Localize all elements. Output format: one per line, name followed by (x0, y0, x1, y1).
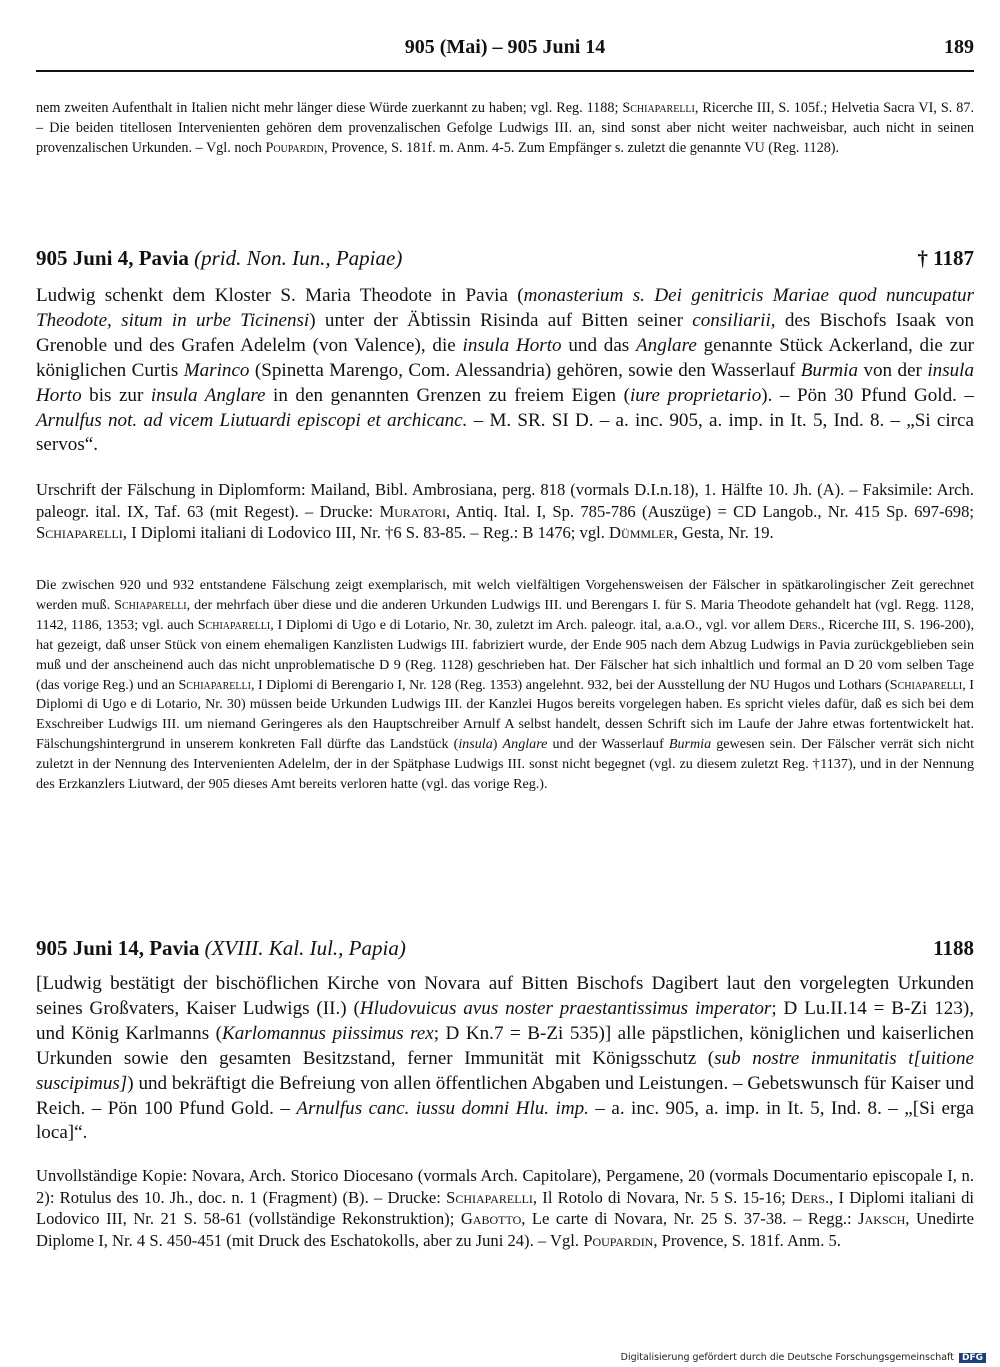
regest-1187-heading (36, 246, 974, 276)
regest-latin-date: (prid. Non. Iun., Papiae) (194, 246, 403, 270)
regest-1188-text: [Ludwig bestätigt der bischöflichen Kirche von Novara auf Bitten Bischofs Dagibert laut den vorgelegten Urkunden seines Großvaters, Kaiser Ludwigs (II.) (Hludovuicus avus noster praestantissimus imperator; D Lu.II.14 = B-Zi 123), und König Karlmanns (Karlomannus piissimus rex; D Kn.7 = B-Zi 535)] alle päpstlichen, königlichen und kaiserlichen Urkunden sowie den gesamten Besitzstand, ferner Immunität mit Königsschutz (sub nostre inmunitatis t[uitione suscipimus]) und bekräftigt die Befreiung von allen öffentlichen Abgaben und Leistungen. – Gebetswunsch für Kaiser und Reich. – Pön 100 Pfund Gold. – Arnulfus canc. iussu domni Hlu. imp. – a. inc. 905, a. imp. in It. 5, Ind. 8. – „[Si erga loca]“. (36, 973, 975, 1144)
regest-latin-date: (XVIII. Kal. Iul., Papia) (204, 936, 406, 960)
funding-footer (621, 1352, 986, 1363)
regest-number: † 1187 (917, 246, 974, 270)
regest-date: 905 Juni 14, Pavia (36, 936, 200, 960)
regest-1188-tradition: Unvollständige Kopie: Novara, Arch. Storico Diocesano (vormals Arch. Capitolare), Pergamene, 20 (vormals Documentario episcopale I, n. 2): Rotulus des 10. Jh., doc. n. 1 (Fragment) (B). – Drucke: Schiaparelli, Il Rotolo di Novara, Nr. 5 S. 15-16; Ders., I Diplomi italiani di Lodovico III, Nr. 21 S. 58-61 (vollständige Rekonstruktion); Gabotto, Le carte di Novara, Nr. 25 S. 37-38. – Regg.: Jaksch, Unedirte Diplome I, Nr. 4 S. 450-451 (mit Druck des Eschatokolls, aber zu Juni 24). – Vgl. Poupardin, Provence, S. 181f. Anm. 5. (36, 1166, 974, 1250)
regest-1188-heading (36, 936, 974, 966)
regest-date: 905 Juni 4, Pavia (36, 246, 189, 270)
regest-number: 1188 (933, 936, 974, 960)
regest-1187-commentary: Die zwischen 920 und 932 entstandene Fälschung zeigt exemplarisch, mit welch vielfältigen Vorgehensweisen der Fälscher in spätkarolingischer Zeit gerechnet werden muß. Schiaparelli, der mehrfach über diese und die anderen Urkunden Ludwigs III. und Berengars I. für S. Maria Theodote gehandelt hat (vgl. Regg. 1128, 1142, 1186, 1353; vgl. auch Schiaparelli, I Diplomi di Ugo e di Lotario, Nr. 30, zuletzt im Arch. paleogr. ital, a.a.O., vgl. vor allem Ders., Ricerche III, S. 196-200), hat gezeigt, daß unser Stück von einem ehemaligen Kanzlisten Ludwigs III. fabriziert wurde, der Ende 905 nach dem Abzug Ludwigs in Pavia zurückgeblieben sein muß und der anscheinend auch das nicht unproblematische D 9 (Reg. 1128) geschrieben hat. Der Fälscher hat sich inhaltlich und formal an D 20 vom selben Tage (das vorige Reg.) und an Schiaparelli, I Diplomi di Berengario I, Nr. 128 (Reg. 1353) angelehnt. 932, bei der Ausstellung der NU Hugos und Lothars (Schiaparelli, I Diplomi di Ugo e di Lotario, Nr. 30) müssen beide Urkunden Ludwigs III. der Kanzlei Hugos bereits vorgelegen haben. Es spricht vieles dafür, daß es sich bei dem Exschreiber Ludwigs III. um niemand Geringeres als den Hauptschreiber Arnulf A selbst handelt, dessen Schrift sich im Laufe der Jahre etwas fortentwickelt hat. Fälschungshintergrund in unserem konkreten Fall dürfte das Landstück (insula) Anglare und der Wasserlauf Burmia gewesen sein. Der Fälscher verrät sich nicht zuletzt in der Nennung des Intervenienten Adelelm, der in der Spätphase Ludwigs III. sonst nicht begegnet (vgl. zu diesem zuletzt Reg. †1137), und in der Nennung des Erzkanzlers Liutward, der 905 dieses Amt bereits verloren hatte (vgl. das vorige Reg.). (36, 577, 975, 793)
carryover-commentary: nem zweiten Aufenthalt in Italien nicht mehr länger diese Würde zuerkannt zu haben; vgl. Reg. 1188; Schiaparelli, Ricerche III, S. 105f.; Helvetia Sacra VI, S. 87. – Die beiden titellosen Intervenienten gehören dem provenzalischen Gefolge Ludwigs III. an, sind sonst aber nicht weiter nachweisbar, auch nicht in seinen provenzalischen Urkunden. – Vgl. noch Poupardin, Provence, S. 181f. m. Anm. 4-5. Zum Empfänger s. zuletzt die genannte VU (Reg. 1128). (36, 100, 975, 157)
running-header (36, 36, 974, 72)
page-number: 189 (944, 36, 974, 58)
funding-note: Digitalisierung gefördert durch die Deutsche Forschungsgemeinschaft (620, 1352, 954, 1363)
regest-1187-tradition: Urschrift der Fälschung in Diplomform: Mailand, Bibl. Ambrosiana, perg. 818 (vormals D.I.n.18), 1. Hälfte 10. Jh. (A). – Faksimile: Arch. paleogr. ital. IX, Taf. 63 (mit Regest). – Drucke: Muratori, Antiq. Ital. I, Sp. 785-786 (Auszüge) = CD Langob., Nr. 415 Sp. 697-698; Schiaparelli, I Diplomi italiani di Lodovico III, Nr. †6 S. 83-85. – Reg.: B 1476; vgl. Dümmler, Gesta, Nr. 19. (36, 480, 974, 543)
regest-1187-text: Ludwig schenkt dem Kloster S. Maria Theodote in Pavia (monasterium s. Dei genitricis Mariae quod nuncupatur Theodote, situm in urbe Ticinensi) unter der Äbtissin Risinda auf Bitten seiner consiliarii, des Bischofs Isaak von Grenoble und des Grafen Adelelm (von Valence), die insula Horto und das Anglare genannte Stück Ackerland, die zur königlichen Curtis Marinco (Spinetta Marengo, Com. Alessandria) gehören, sowie den Wasserlauf Burmia von der insula Horto bis zur insula Anglare in den genannten Grenzen zu freiem Eigen (iure proprietario). – Pön 30 Pfund Gold. – Arnulfus not. ad vicem Liutuardi episcopi et archicanc. – M. SR. SI D. – a. inc. 905, a. imp. in It. 5, Ind. 8. – „Si circa servos“. (36, 285, 975, 456)
dfg-logo: DFG (959, 1353, 986, 1363)
running-title: 905 (Mai) – 905 Juni 14 (404, 36, 606, 58)
